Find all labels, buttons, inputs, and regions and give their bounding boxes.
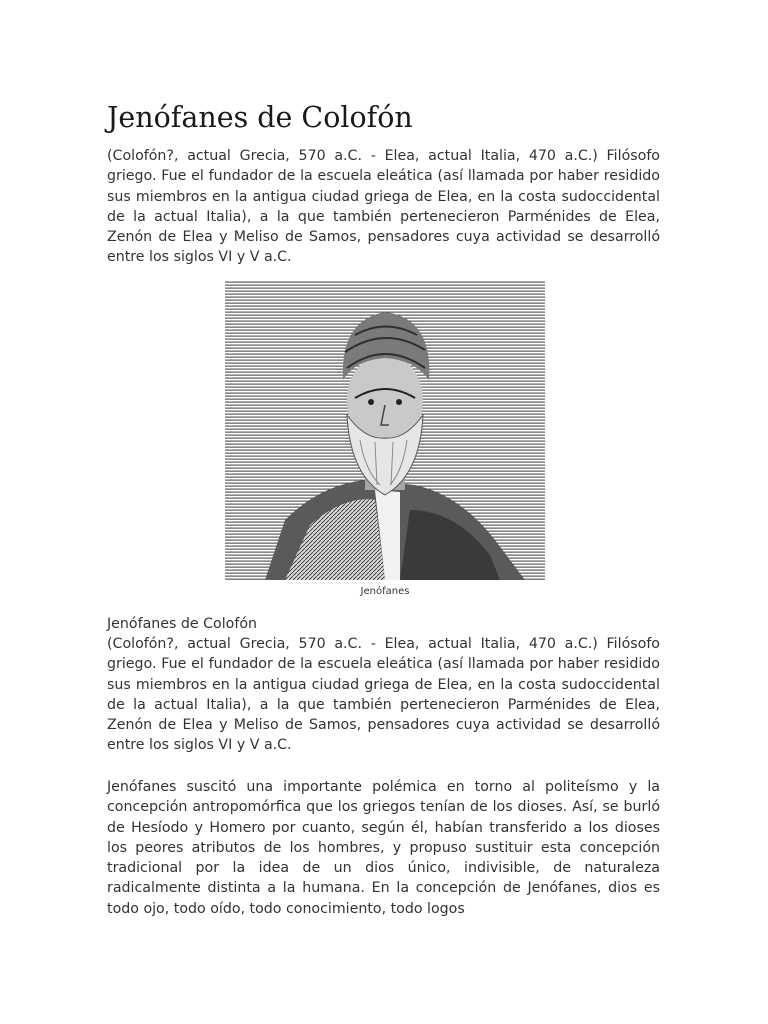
section-heading: Jenófanes de Colofón	[107, 616, 258, 632]
body-paragraph: (Colofón?, actual Grecia, 570 a.C. - Elea, actual Italia, 470 a.C.) Filósofo griego. Fue el fundador de la escuela eleática (así llamada por haber residido sus miembros en la antigua ciudad griega de Elea, en la costa sudoccidental de la actual Italia), a la que también pertenecieron Parménides de Elea, Zenón de Elea y Meliso de Samos, pensadores cuya actividad se desarrolló entre los siglos VI y V a.C.	[107, 636, 660, 754]
page-title: Jenófanes de Colofón	[107, 101, 413, 134]
figure-caption: Jenófanes	[360, 586, 410, 597]
intro-paragraph: (Colofón?, actual Grecia, 570 a.C. - Elea, actual Italia, 470 a.C.) Filósofo griego. Fue el fundador de la escuela eleática (así llamada por haber residido sus miembros en la antigua ciudad griega de Elea, en la costa sudoccidental de la actual Italia), a la que también pertenecieron Parménides de Elea, Zenón de Elea y Meliso de Samos, pensadores cuya actividad se desarrolló entre los siglos VI y V a.C.	[107, 148, 660, 266]
portrait-figure	[225, 280, 545, 599]
body-paragraph: Jenófanes suscitó una importante polémica en torno al politeísmo y la concepción antropomórfica que los griegos tenían de los dioses. Así, se burló de Hesíodo y Homero por cuanto, según él, habían transferido a los dioses los peores atributos de los hombres, y propuso sustituir esta concepción tradicional por la idea de un dios único, indivisible, de naturaleza radicalmente distinta a la humana. En la concepción de Jenófanes, dios es todo ojo, todo oído, todo conocimiento, todo logos	[107, 779, 660, 917]
portrait-engraving-image	[225, 280, 545, 580]
